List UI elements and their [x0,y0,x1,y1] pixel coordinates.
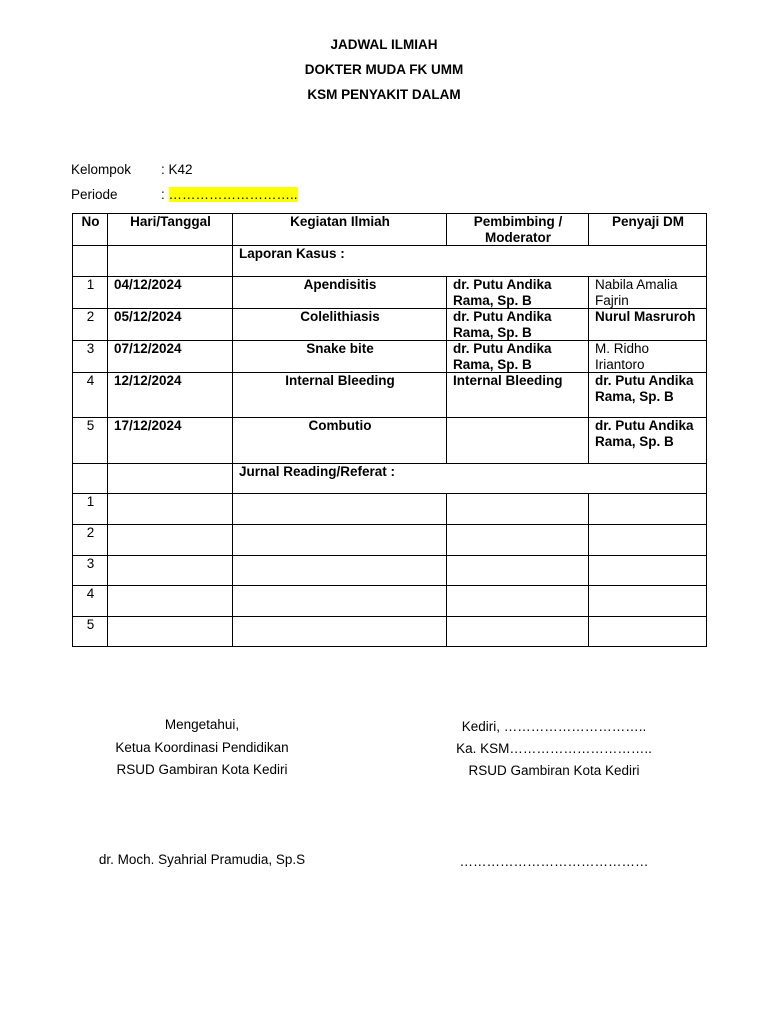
table-row [73,617,707,647]
periode-label: Periode [71,187,118,202]
table-row [73,418,707,464]
periode-highlight: ……………………….. [168,187,298,202]
document-title: JADWAL ILMIAH [330,37,438,52]
signature-left-name: dr. Moch. Syahrial Pramudia, Sp.S [98,852,306,867]
table-header-row [73,214,707,246]
row-date: 04/12/2024 [108,277,233,309]
row-date: 05/12/2024 [108,309,233,341]
row-presenter: M. Ridho Iriantoro [589,341,707,373]
table-row [73,556,707,586]
table-row [73,373,707,418]
row-activity: Internal Bleeding [233,373,447,418]
row-date: 07/12/2024 [108,341,233,373]
row-no: 1 [73,494,108,525]
kelompok-value: : K42 [161,162,193,177]
section-label-jurnal: Jurnal Reading/Referat : [233,464,707,494]
table-row [73,341,707,373]
row-presenter: Nurul Masruroh [589,309,707,341]
periode-value [161,187,298,202]
signature-right-line3: RSUD Gambiran Kota Kediri [468,763,640,778]
row-moderator: dr. Putu Andika Rama, Sp. B [447,341,589,373]
table-row [73,309,707,341]
table-row [73,525,707,556]
signature-left-line2: Ketua Koordinasi Pendidikan [115,740,289,755]
row-moderator: Internal Bleeding [447,373,589,418]
row-no: 2 [73,525,108,556]
row-no: 5 [73,617,108,647]
header-moderator: Pembimbing / Moderator [447,214,589,246]
row-no: 5 [73,418,108,464]
table-row [73,277,707,309]
section-row-jurnal [73,464,707,494]
row-activity: Combutio [233,418,447,464]
row-no: 2 [73,309,108,341]
row-presenter: Nabila Amalia Fajrin [589,277,707,309]
signature-left-line3: RSUD Gambiran Kota Kediri [116,762,288,777]
document-subtitle: DOKTER MUDA FK UMM [304,62,464,77]
row-no: 4 [73,586,108,617]
row-no: 1 [73,277,108,309]
signature-right-name: …………………………………… [459,854,649,869]
table-row [73,494,707,525]
row-activity: Apendisitis [233,277,447,309]
kelompok-label: Kelompok [71,162,132,177]
document-department: KSM PENYAKIT DALAM [307,87,461,102]
row-presenter: dr. Putu Andika Rama, Sp. B [589,373,707,418]
row-no: 3 [73,556,108,586]
row-date: 17/12/2024 [108,418,233,464]
table-row [73,586,707,617]
header-date: Hari/Tanggal [108,214,233,246]
header-activity: Kegiatan Ilmiah [233,214,447,246]
row-activity: Snake bite [233,341,447,373]
header-presenter: Penyaji DM [589,214,707,246]
signature-right-line2: Ka. KSM………………………….. [456,741,652,756]
row-moderator: dr. Putu Andika Rama, Sp. B [447,277,589,309]
row-moderator: dr. Putu Andika Rama, Sp. B [447,309,589,341]
row-presenter: dr. Putu Andika Rama, Sp. B [589,418,707,464]
row-moderator [447,418,589,464]
schedule-table [72,213,707,647]
periode-colon: : [161,187,169,202]
row-date: 12/12/2024 [108,373,233,418]
signature-right-line1: Kediri, ………………………….. [461,719,647,734]
row-no: 4 [73,373,108,418]
row-no: 3 [73,341,108,373]
section-label-laporan: Laporan Kasus : [233,246,707,277]
section-row-laporan [73,246,707,277]
signature-left-line1: Mengetahui, [164,717,240,732]
row-activity: Colelithiasis [233,309,447,341]
header-no: No [73,214,108,246]
